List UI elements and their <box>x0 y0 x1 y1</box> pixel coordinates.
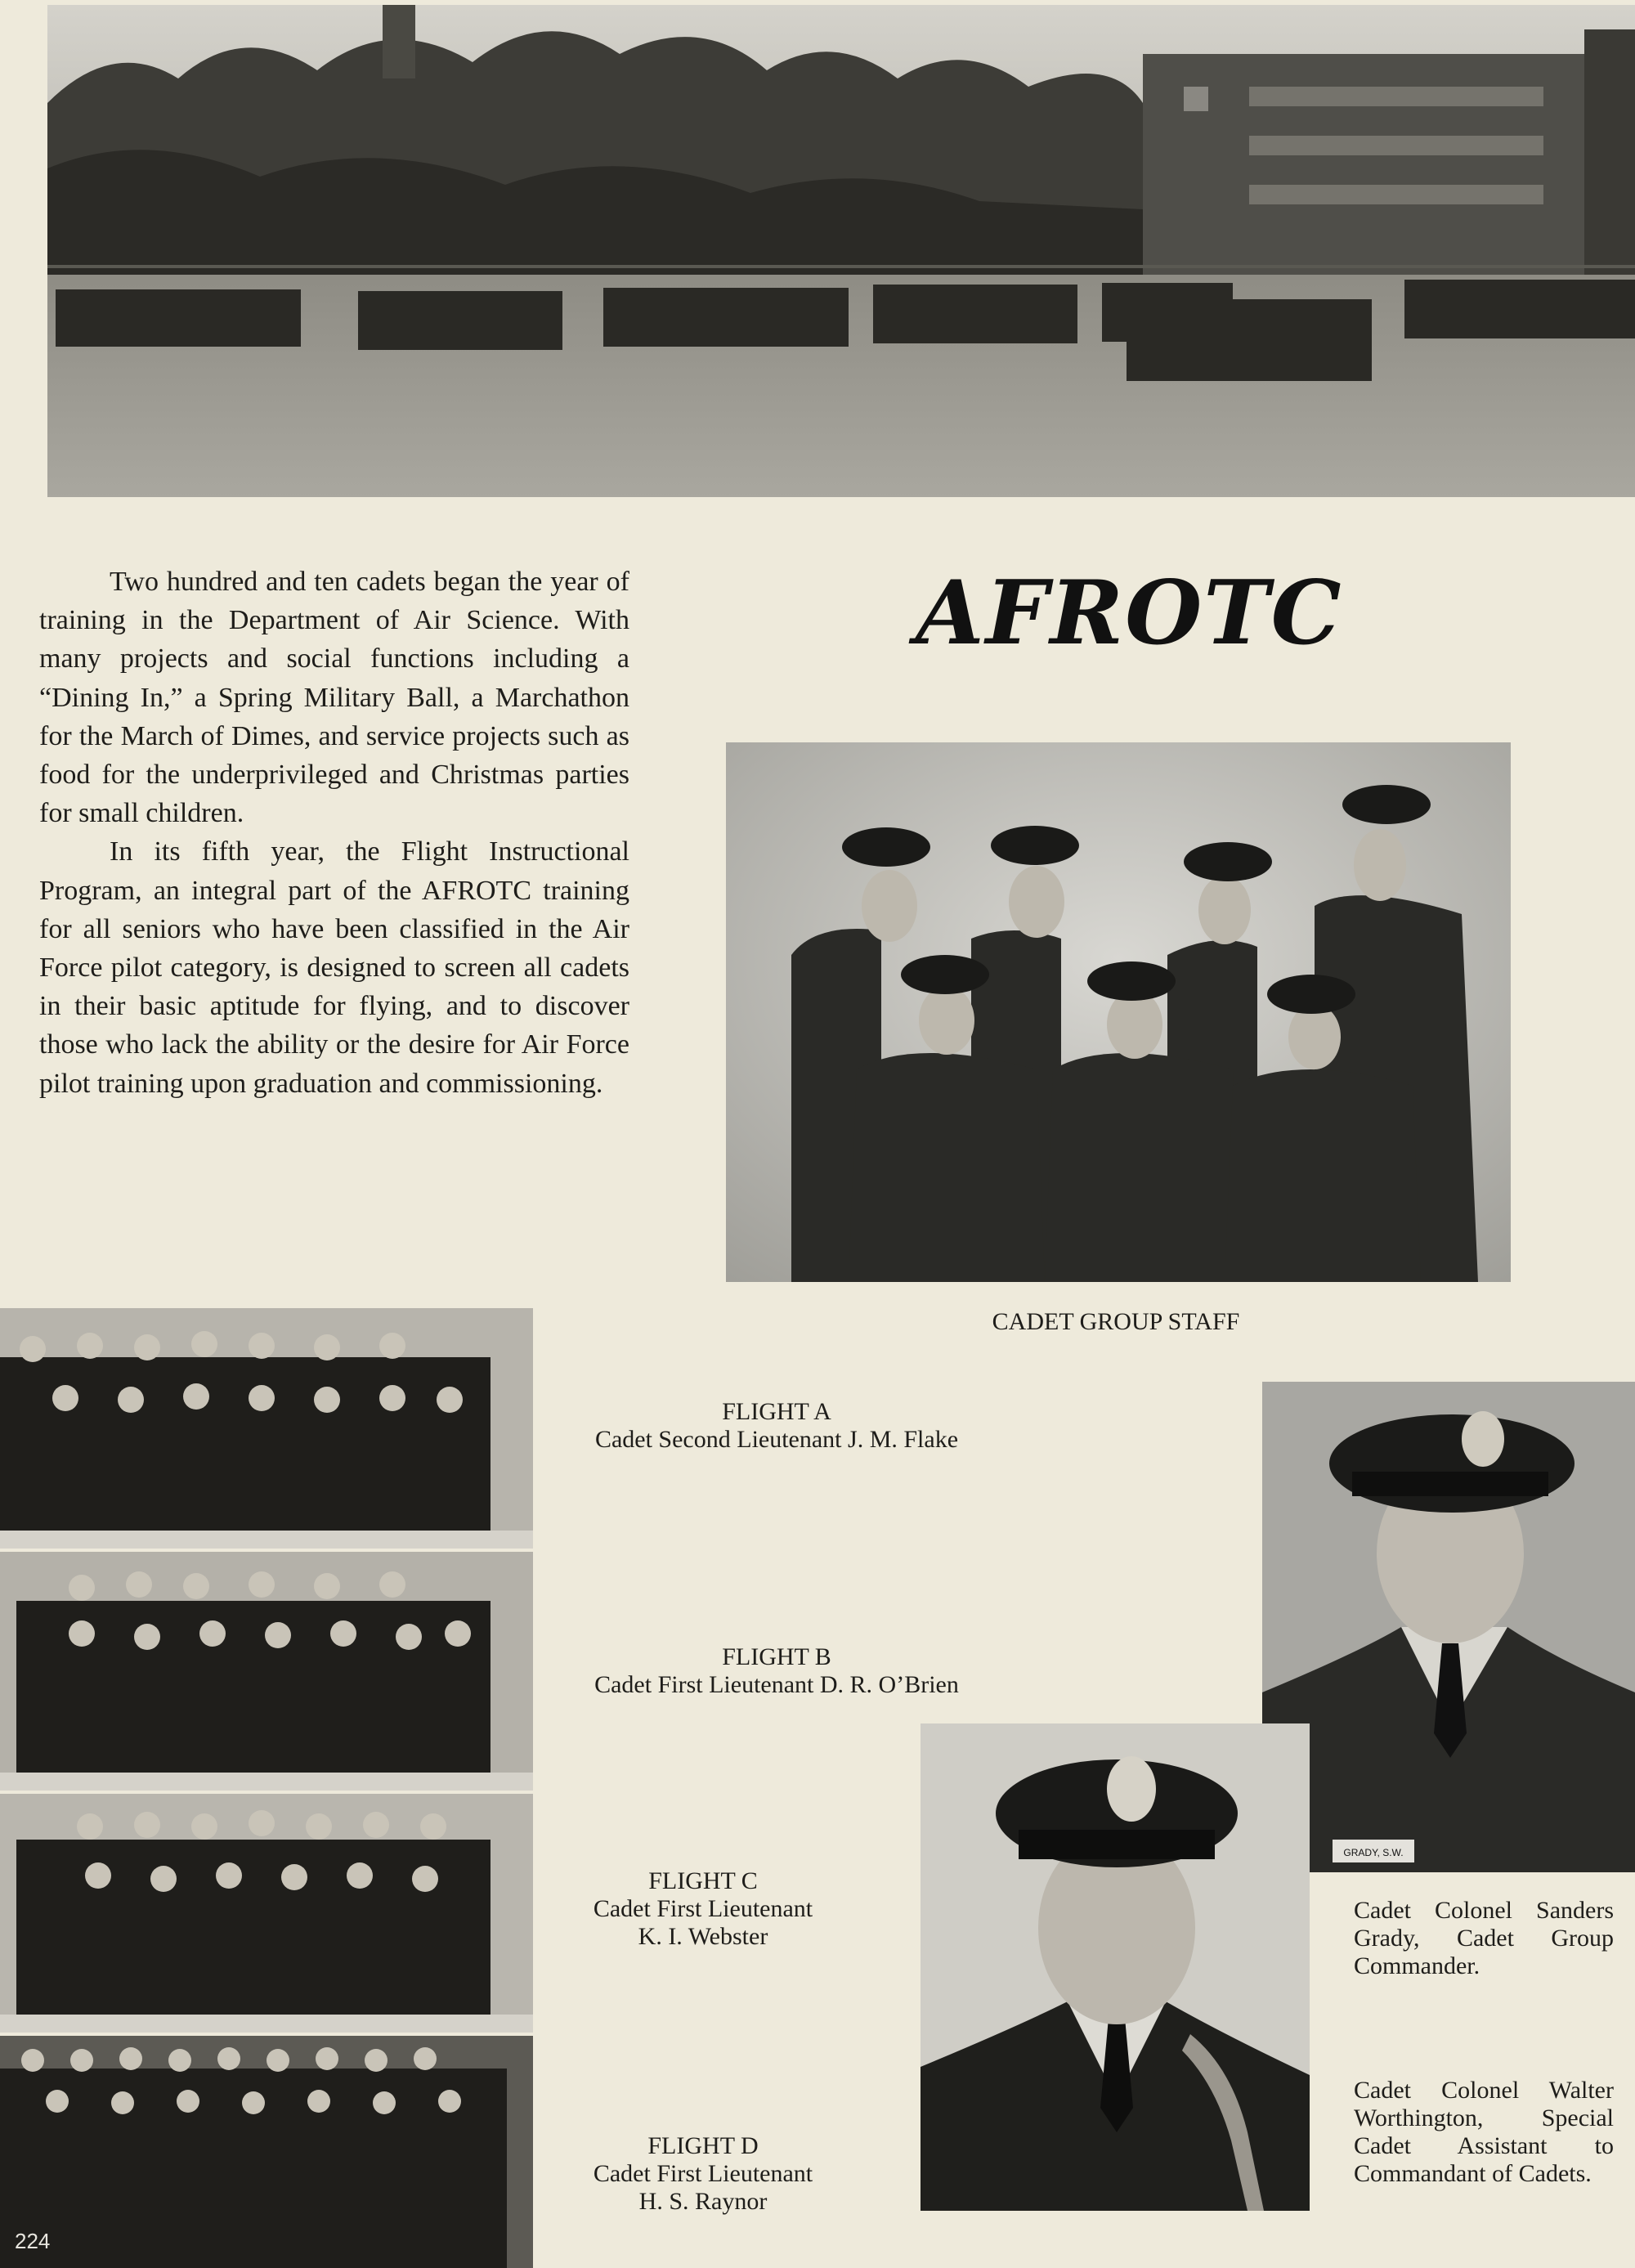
intro-paragraph-2: In its fifth year, the Flight Instructional Program, an integral part of the AFROTC training for all seniors who have been classified in the Air Force pilot category, is designed to screen all cadets in their basic aptitude for flying, and to discover those who lack the ability or the desire for Air Force pilot training upon graduation and commissioning. <box>39 836 629 1099</box>
flight-c-photo <box>0 1794 533 2033</box>
flight-d-caption <box>564 2132 842 2216</box>
flight-b-photo <box>0 1552 533 1791</box>
assistant-portrait <box>921 1723 1310 2211</box>
group-staff-caption: CADET GROUP STAFF <box>992 1308 1240 1335</box>
flight-d-photo <box>0 2036 533 2268</box>
flight-a-caption <box>564 1398 989 1454</box>
assistant-caption: Cadet Colonel Walter Worthington, Special Cadet Assistant to Commandant of Cadets. <box>1354 2077 1614 2187</box>
page-title: AFROTC <box>916 562 1343 665</box>
flight-a-photo <box>0 1308 533 1549</box>
flight-d-leader-name: H. S. Raynor <box>638 2188 768 2215</box>
page-number: 224 <box>15 2229 51 2253</box>
flight-c-caption <box>564 1867 842 1951</box>
flight-c-leader-name: K. I. Webster <box>638 1923 768 1950</box>
flight-b-name: FLIGHT B <box>722 1643 831 1670</box>
commander-portrait <box>1262 1382 1635 1872</box>
flight-b-leader: Cadet First Lieutenant D. R. O’Brien <box>594 1671 959 1698</box>
flight-a-name: FLIGHT A <box>722 1398 831 1425</box>
flight-d-name: FLIGHT D <box>647 2132 759 2159</box>
flight-c-leader-rank: Cadet First Lieutenant <box>593 1895 813 1922</box>
group-staff-photo <box>726 742 1511 1282</box>
commander-caption: Cadet Colonel Sanders Grady, Cadet Group Commander. <box>1354 1897 1614 1979</box>
flight-d-leader-rank: Cadet First Lieutenant <box>593 2160 813 2187</box>
flight-c-name: FLIGHT C <box>648 1867 758 1894</box>
flight-a-leader: Cadet Second Lieutenant J. M. Flake <box>594 1426 959 1453</box>
commander-nametag: GRADY, S.W. <box>1343 1847 1404 1858</box>
intro-text <box>39 563 629 1103</box>
drill-field-photo <box>47 5 1635 497</box>
intro-paragraph-1: Two hundred and ten cadets began the year of training in the Department of Air Science. With many projects and social functions including a “Dining In,” a Spring Military Ball, a Marchathon for the March of Dimes, and service projects such as food for the underprivileged and Christmas parties for small children. <box>39 567 629 829</box>
flight-b-caption <box>564 1643 989 1699</box>
